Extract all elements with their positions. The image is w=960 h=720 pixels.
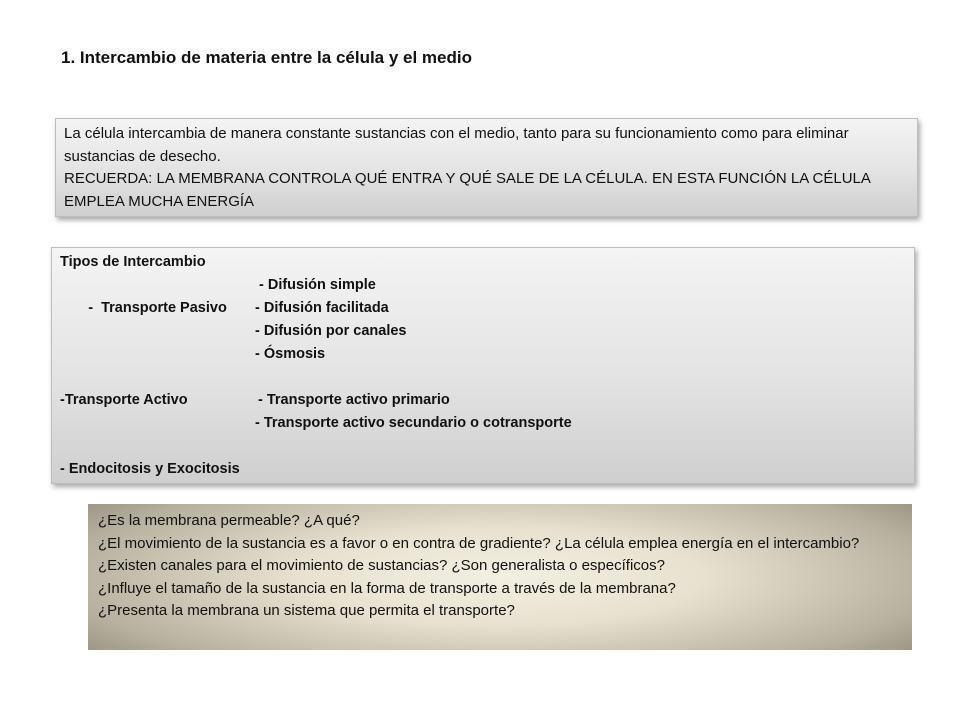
passive-transport-label: - Transporte Pasivo: [84, 300, 227, 316]
types-heading: Tipos de Intercambio: [60, 254, 206, 270]
passive-row: [60, 297, 906, 320]
endocytosis-exocytosis-label: - Endocitosis y Exocitosis: [60, 461, 240, 477]
passive-item-osmosis: - Ósmosis: [255, 346, 326, 362]
passive-item-facilitated-diffusion: - Difusión facilitada: [255, 300, 389, 316]
passive-item-simple-diffusion: - Difusión simple: [259, 277, 376, 293]
passive-row: [60, 320, 906, 343]
active-row: [60, 412, 906, 435]
question-item: ¿Influye el tamaño de la sustancia en la forma de transporte a través de la membrana?: [98, 579, 676, 597]
types-heading-row: [60, 251, 906, 274]
intro-reminder: RECUERDA: LA MEMBRANA CONTROLA QUÉ ENTRA Y QUÉ SALE DE LA CÉLULA. EN ESTA FUNCIÓN LA CÉLULA EMPLEA MUCHA ENERGÍA: [64, 170, 871, 210]
active-transport-label: -Transporte Activo: [60, 392, 188, 408]
intro-text: La célula intercambia de manera constante sustancias con el medio, tanto para su funcionamiento como para eliminar sustancias de desecho.: [64, 125, 849, 165]
active-row: [60, 389, 906, 412]
passive-item-channel-diffusion: - Difusión por canales: [255, 323, 407, 339]
passive-row: [60, 343, 906, 366]
endo-row: [60, 458, 906, 481]
exchange-types-box: [51, 247, 915, 484]
question-item: ¿El movimiento de la sustancia es a favor o en contra de gradiente? ¿La célula emplea energía en el intercambio?: [98, 534, 860, 552]
questions-box: [88, 504, 912, 650]
question-item: ¿Es la membrana permeable? ¿A qué?: [98, 512, 360, 529]
question-item: ¿Existen canales para el movimiento de sustancias? ¿Son generalista o específicos?: [98, 557, 665, 574]
active-item-primary: - Transporte activo primario: [258, 392, 450, 408]
page-title: 1. Intercambio de materia entre la célula y el medio: [61, 48, 472, 67]
active-item-secondary: - Transporte activo secundario o cotransporte: [255, 415, 572, 431]
question-item: ¿Presenta la membrana un sistema que permita el transporte?: [98, 602, 515, 619]
intro-box: [55, 118, 918, 217]
spacer-row: [60, 435, 906, 458]
spacer-row: [60, 366, 906, 389]
